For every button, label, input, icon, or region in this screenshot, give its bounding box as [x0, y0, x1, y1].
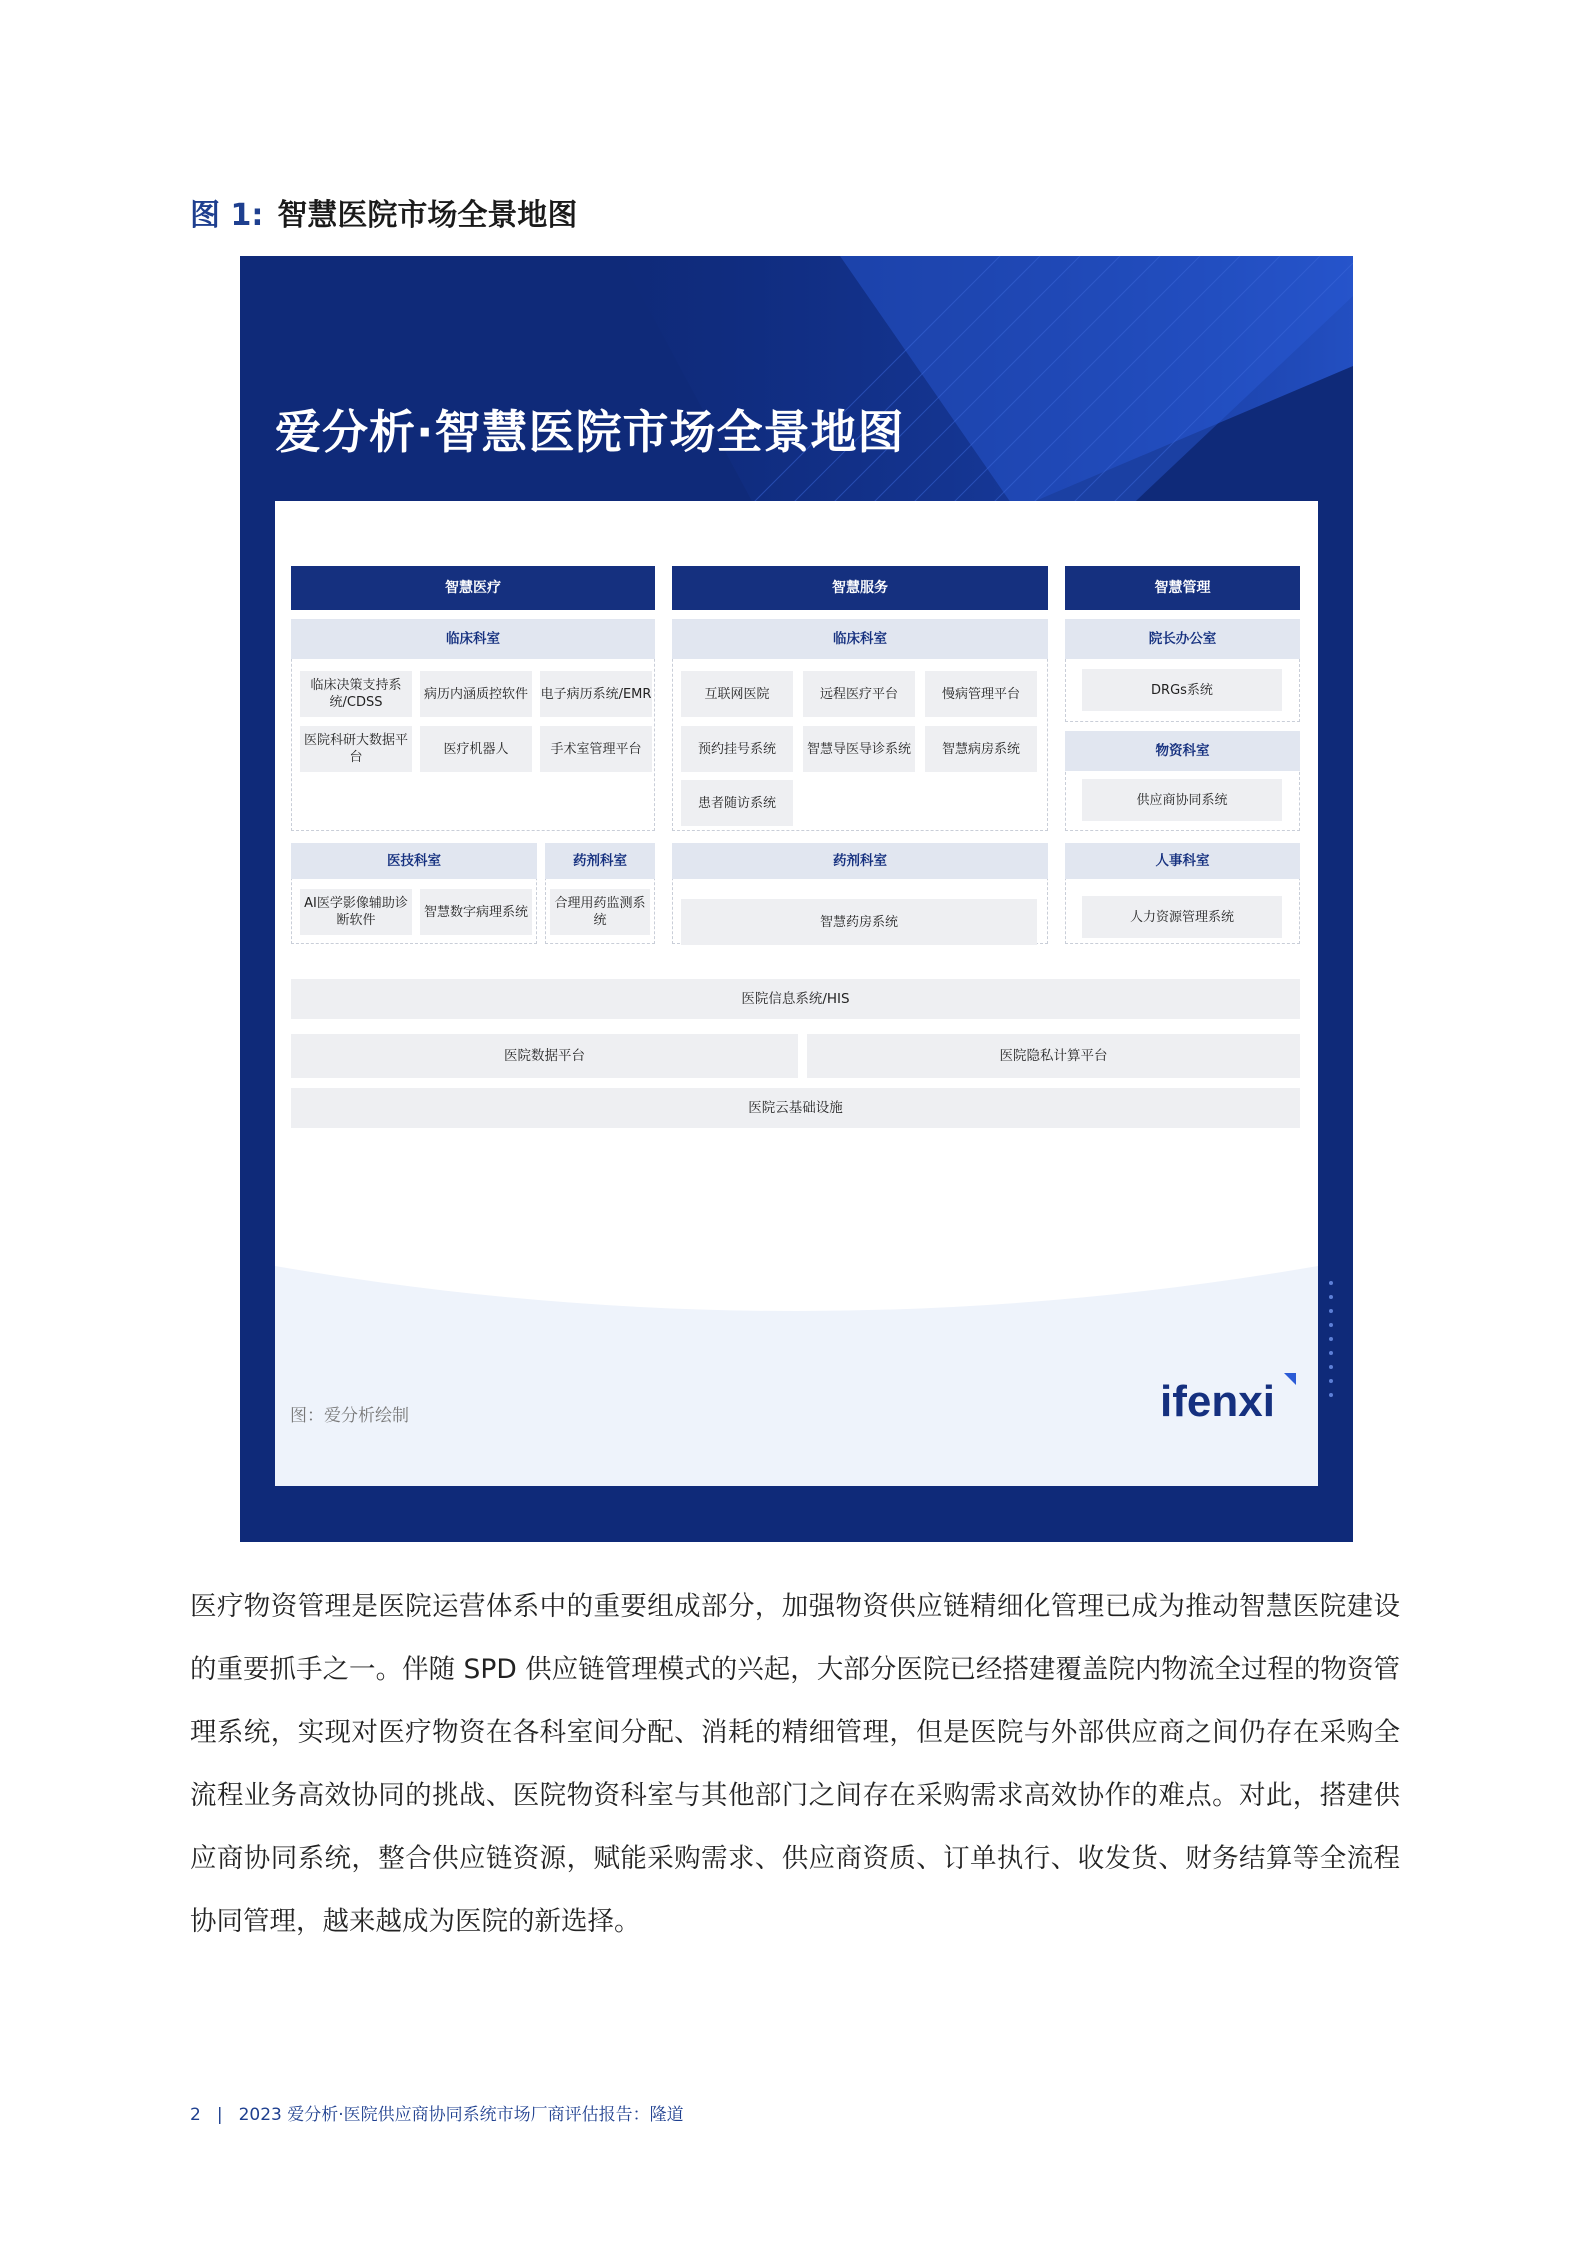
- figure-caption-title: 智慧医院市场全景地图: [277, 198, 578, 233]
- header-smart-management: 智慧管理: [1065, 566, 1300, 610]
- body-paragraph-text: 医疗物资管理是医院运营体系中的重要组成部分，加强物资供应链精细化管理已成为推动智慧医院建设的重要抓手之一。伴随 SPD 供应链管理模式的兴起，大部分医院已经搭建覆盖院内物流全过程的物资管理系统，实现对医疗物资在各科室间分配、消耗的精细管理，但是医院与外部供应商之间仍存在采购全流程业务高效协同的挑战、医院物资科室与其他部门之间存在采购需求高效协作的难点。对此，搭建供应商协同系统，整合供应链资源，赋能采购需求、供应商资质、订单执行、收发货、财务结算等全流程协同管理，越来越成为医院的新选择。: [190, 1591, 1400, 1937]
- item-research-data: 医院科研大数据平台: [300, 726, 412, 772]
- diagram-card: [275, 501, 1318, 1486]
- header-smart-care: 智慧医疗: [291, 566, 655, 610]
- page-number: 2: [190, 2105, 201, 2125]
- bar-his: 医院信息系统/HIS: [291, 979, 1300, 1019]
- ifenxi-logo-text: ifenxi: [1160, 1377, 1275, 1426]
- item-telemedicine: 远程医疗平台: [803, 671, 915, 717]
- item-robot: 医疗机器人: [420, 726, 532, 772]
- item-smart-ward: 智慧病房系统: [925, 726, 1037, 772]
- sub-mgmt-hr: 人事科室: [1065, 843, 1300, 879]
- item-drgs: DRGs系统: [1082, 669, 1282, 711]
- header-smart-service: 智慧服务: [672, 566, 1048, 610]
- item-ai-imaging: AI医学影像辅助诊断软件: [300, 889, 412, 935]
- item-appointment: 预约挂号系统: [681, 726, 793, 772]
- sub-mgmt-director: 院长办公室: [1065, 619, 1300, 659]
- sub-care-pharmacy: 药剂科室: [545, 843, 655, 879]
- figure-caption: [190, 190, 577, 234]
- item-emr-qc: 病历内涵质控软件: [420, 671, 532, 717]
- item-chronic-care: 慢病管理平台: [925, 671, 1037, 717]
- figure-caption-number: 图 1:: [190, 198, 264, 233]
- item-supplier-collab: 供应商协同系统: [1082, 779, 1282, 821]
- body-paragraph: [190, 1575, 1400, 1953]
- item-emr: 电子病历系统/EMR: [540, 671, 652, 717]
- bar-privacy-platform: 医院隐私计算平台: [807, 1034, 1300, 1078]
- item-drug-monitoring: 合理用药监测系统: [550, 889, 650, 935]
- card-wave-graphic: [275, 1246, 1318, 1486]
- figure-credit: 图：爱分析绘制: [290, 1406, 409, 1426]
- ifenxi-logo: [1160, 1369, 1300, 1429]
- bar-data-platform: 医院数据平台: [291, 1034, 798, 1078]
- sub-care-tech: 医技科室: [291, 843, 537, 879]
- item-follow-up: 患者随访系统: [681, 780, 793, 826]
- sub-mgmt-materials: 物资科室: [1065, 731, 1300, 771]
- item-pathology: 智慧数字病理系统: [420, 889, 532, 935]
- sub-care-clinical: 临床科室: [291, 619, 655, 659]
- item-cdss: 临床决策支持系统/CDSS: [300, 671, 412, 717]
- item-guidance: 智慧导医导诊系统: [803, 726, 915, 772]
- banner-dot-column: [1329, 1281, 1337, 1407]
- figure-banner: [240, 256, 1353, 1542]
- sub-service-pharmacy: 药剂科室: [672, 843, 1048, 879]
- footer-separator: |: [216, 2105, 223, 2125]
- sub-service-clinical: 临床科室: [672, 619, 1048, 659]
- item-or-platform: 手术室管理平台: [540, 726, 652, 772]
- item-hr-system: 人力资源管理系统: [1082, 896, 1282, 938]
- footer-report-title: 2023 爱分析·医院供应商协同系统市场厂商评估报告：隆道: [238, 2105, 684, 2125]
- item-internet-hospital: 互联网医院: [681, 671, 793, 717]
- bar-cloud: 医院云基础设施: [291, 1088, 1300, 1128]
- banner-stripe-graphic: [240, 256, 1353, 516]
- banner-title: 爱分析·智慧医院市场全景地图: [275, 405, 905, 459]
- item-smart-pharmacy: 智慧药房系统: [681, 899, 1037, 945]
- page-footer: [190, 2100, 684, 2125]
